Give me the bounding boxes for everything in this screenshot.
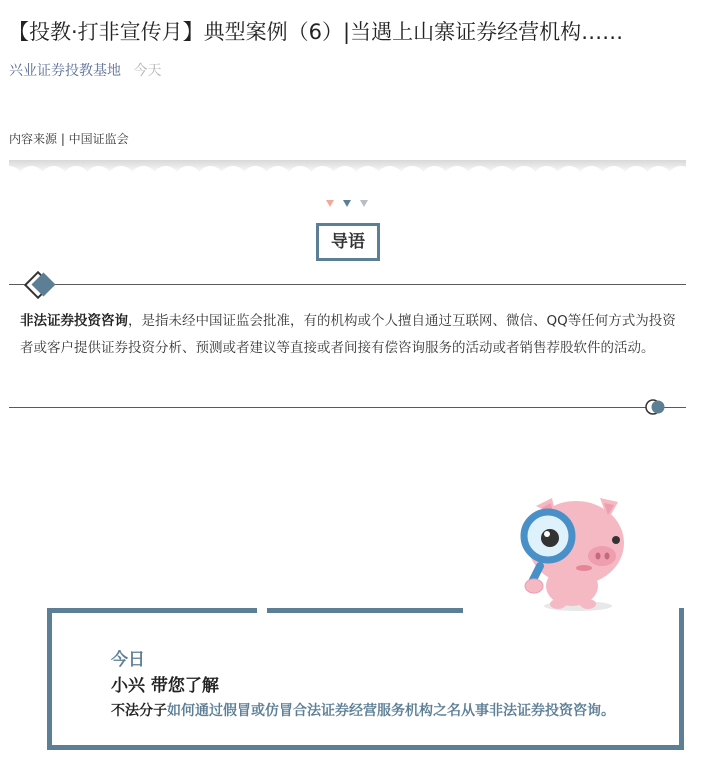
divider-bottom <box>9 407 686 408</box>
frame-left <box>47 608 52 750</box>
intro-paragraph <box>20 308 686 362</box>
publish-date: 今天 <box>133 63 162 79</box>
today-description <box>111 700 615 722</box>
triangle-pink-icon <box>326 200 334 207</box>
triangle-gray-icon <box>360 200 368 207</box>
today-desc-prefix: 不法分子 <box>111 703 167 719</box>
author-link[interactable]: 兴业证券投教基地 <box>9 63 121 79</box>
guide-heading: 导语 <box>331 232 365 252</box>
triangle-indicator-icons <box>324 197 374 211</box>
triangle-blue-icon <box>343 200 351 207</box>
frame-top-mid <box>267 608 463 613</box>
article-title: 【投教·打非宣传月】典型案例（6）|当遇上山寨证券经营机构…… <box>8 20 624 44</box>
frame-bottom <box>47 745 684 750</box>
double-circle-icon <box>644 398 670 416</box>
intro-text: ，是指未经中国证监会批准，有的机构或个人擅自通过互联网、微信、QQ等任何方式为投资者或客户提供证券投资分析、预测或者建议等直接或者间接有偿咨询服务的活动或者销售荐股软件的活动。 <box>20 313 676 356</box>
today-desc-highlight: 如何通过假冒或仿冒合法证券经营服务机构之名从事非法证券投资咨询。 <box>167 703 615 719</box>
article-meta <box>9 61 161 81</box>
guide-heading-box <box>316 223 380 261</box>
frame-right <box>679 608 684 750</box>
divider-top <box>9 284 686 285</box>
cloud-border-decoration <box>9 160 686 194</box>
today-label: 今日 <box>111 650 145 670</box>
frame-top-left <box>47 608 257 613</box>
content-source: 内容来源 | 中国证监会 <box>9 132 129 146</box>
pig-with-magnifier-icon <box>508 488 638 618</box>
intro-keyword: 非法证券投资咨询 <box>20 313 128 329</box>
today-subtitle: 小兴 带您了解 <box>111 676 219 696</box>
